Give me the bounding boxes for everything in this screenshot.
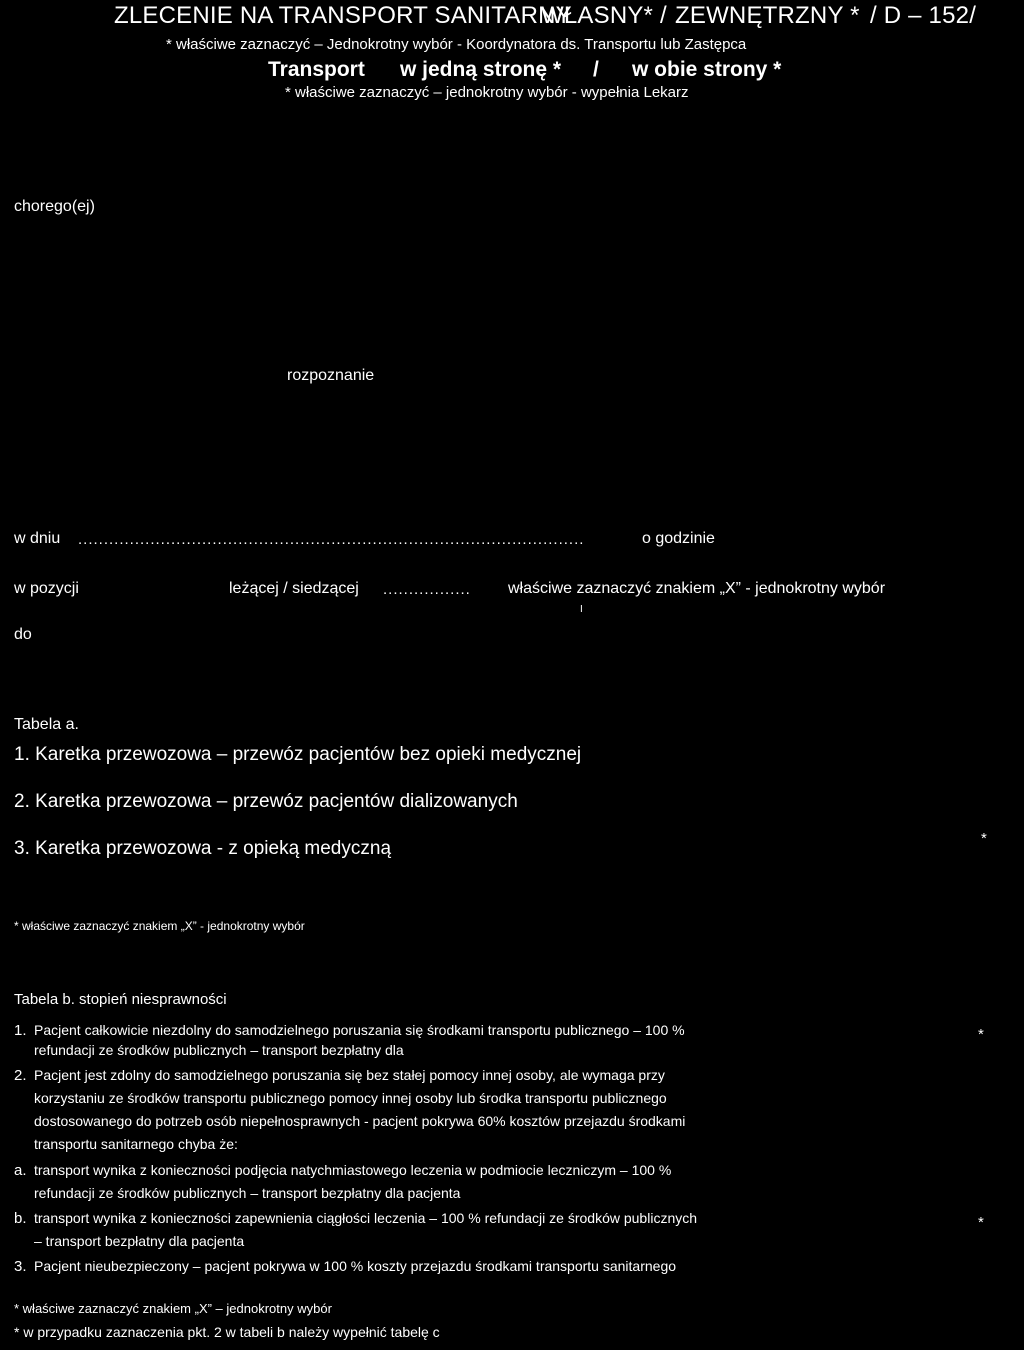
time-label: o godzinie — [642, 530, 715, 547]
separator: / — [593, 58, 599, 81]
position-label: w pozycji — [14, 580, 79, 597]
table-b-item-b-line-2: – transport bezpłatny dla pacjenta — [34, 1233, 245, 1249]
table-b-item-a-line-2: refundacji ze środków publicznych – transport bezpłatny dla pacjenta — [34, 1185, 461, 1201]
table-b-footnote-2: * w przypadku zaznaczenia pkt. 2 w tabeli b należy wypełnić tabelę c — [14, 1324, 440, 1340]
table-b-item-1-line-2[interactable]: refundacji ze środków publicznych – transport bezpłatny dla — [34, 1042, 404, 1058]
table-b-item-2-line-2: korzystaniu ze środków transportu publicznego pomocy innej osoby lub środka transportu publicznego — [34, 1090, 667, 1106]
table-a-item-3[interactable]: 3. Karetka przewozowa - z opieką medyczną — [14, 838, 392, 859]
table-b-item-2-line-4: transportu sanitarnego chyba że: — [34, 1136, 238, 1152]
option-own[interactable]: WŁASNY* / — [541, 2, 667, 29]
table-b-title: Tabela b. stopień niesprawności — [14, 991, 227, 1008]
table-b-item-2-line-3: dostosowanego do potrzeb osób niepełnosprawnych - pacjent pokrywa 60% kosztów przejazdu środkami — [34, 1113, 686, 1129]
table-a-item-2[interactable]: 2. Karetka przewozowa – przewóz pacjentów dializowanych — [14, 791, 518, 812]
table-b-num-3: 3. — [14, 1258, 27, 1275]
table-b-item-2-line-1[interactable]: Pacjent jest zdolny do samodzielnego poruszania się bez stałej pomocy innej osoby, ale wymaga przy — [34, 1067, 665, 1083]
table-b-item-3-line-1[interactable]: Pacjent nieubezpieczony – pacjent pokrywa w 100 % koszty przejazdu środkami transportu sanitarnego — [34, 1258, 677, 1274]
doctor-note: * właściwe zaznaczyć – jednokrotny wybór - wypełnia Lekarz — [285, 84, 689, 101]
diagnosis-label: rozpoznanie — [287, 367, 375, 384]
table-b-num-2: 2. — [14, 1067, 27, 1084]
destination-label: do — [14, 626, 32, 643]
coordinator-note: * właściwe zaznaczyć – Jednokrotny wybór - Koordynatora ds. Transportu lub Zastępca — [166, 36, 747, 53]
table-a-item-1[interactable]: 1. Karetka przewozowa – przewóz pacjentów bez opieki medycznej — [14, 744, 582, 765]
table-b-footnote-1: * właściwe zaznaczyć znakiem „X” – jednokrotny wybór — [14, 1301, 332, 1316]
form-code: / D – 152/ — [870, 2, 977, 29]
tick-mark: I — [580, 604, 583, 615]
date-field[interactable]: .................................................................................................. — [78, 531, 585, 548]
table-b-num-a: a. — [14, 1162, 27, 1179]
table-b-num-1: 1. — [14, 1022, 27, 1039]
transport-label: Transport — [268, 58, 365, 81]
table-a-title: Tabela a. — [14, 716, 79, 733]
title-main: ZLECENIE NA TRANSPORT SANITARNY — [114, 2, 572, 29]
form-title — [114, 2, 572, 30]
table-b-item-a-line-1[interactable]: transport wynika z konieczności podjęcia natychmiastowego leczenia w podmiocie leczniczym – 100 % — [34, 1162, 672, 1178]
table-b-num-b: b. — [14, 1210, 27, 1227]
table-b-star-b: * — [978, 1214, 984, 1231]
position-options[interactable]: leżącej / siedzącej — [229, 580, 359, 597]
table-a-footnote: * właściwe zaznaczyć znakiem „X” - jednokrotny wybór — [14, 919, 305, 933]
table-b-item-1-line-1[interactable]: Pacjent całkowicie niezdolny do samodzielnego poruszania się środkami transportu publicznego – 100 % — [34, 1022, 685, 1038]
position-instruction: właściwe zaznaczyć znakiem „X” - jednokrotny wybór — [508, 580, 886, 597]
position-field[interactable]: ................. — [383, 581, 471, 598]
table-a-star: * — [981, 830, 987, 847]
option-one-way[interactable]: w jedną stronę * — [400, 58, 562, 81]
table-b-star-1: * — [978, 1026, 984, 1043]
table-b-item-b-line-1[interactable]: transport wynika z konieczności zapewnienia ciągłości leczenia – 100 % refundacji ze środków publicznych — [34, 1210, 698, 1226]
option-external[interactable]: ZEWNĘTRZNY * — [675, 2, 860, 29]
date-label: w dniu — [14, 530, 61, 547]
patient-label: chorego(ej) — [14, 198, 95, 215]
option-both-ways[interactable]: w obie strony * — [632, 58, 782, 81]
